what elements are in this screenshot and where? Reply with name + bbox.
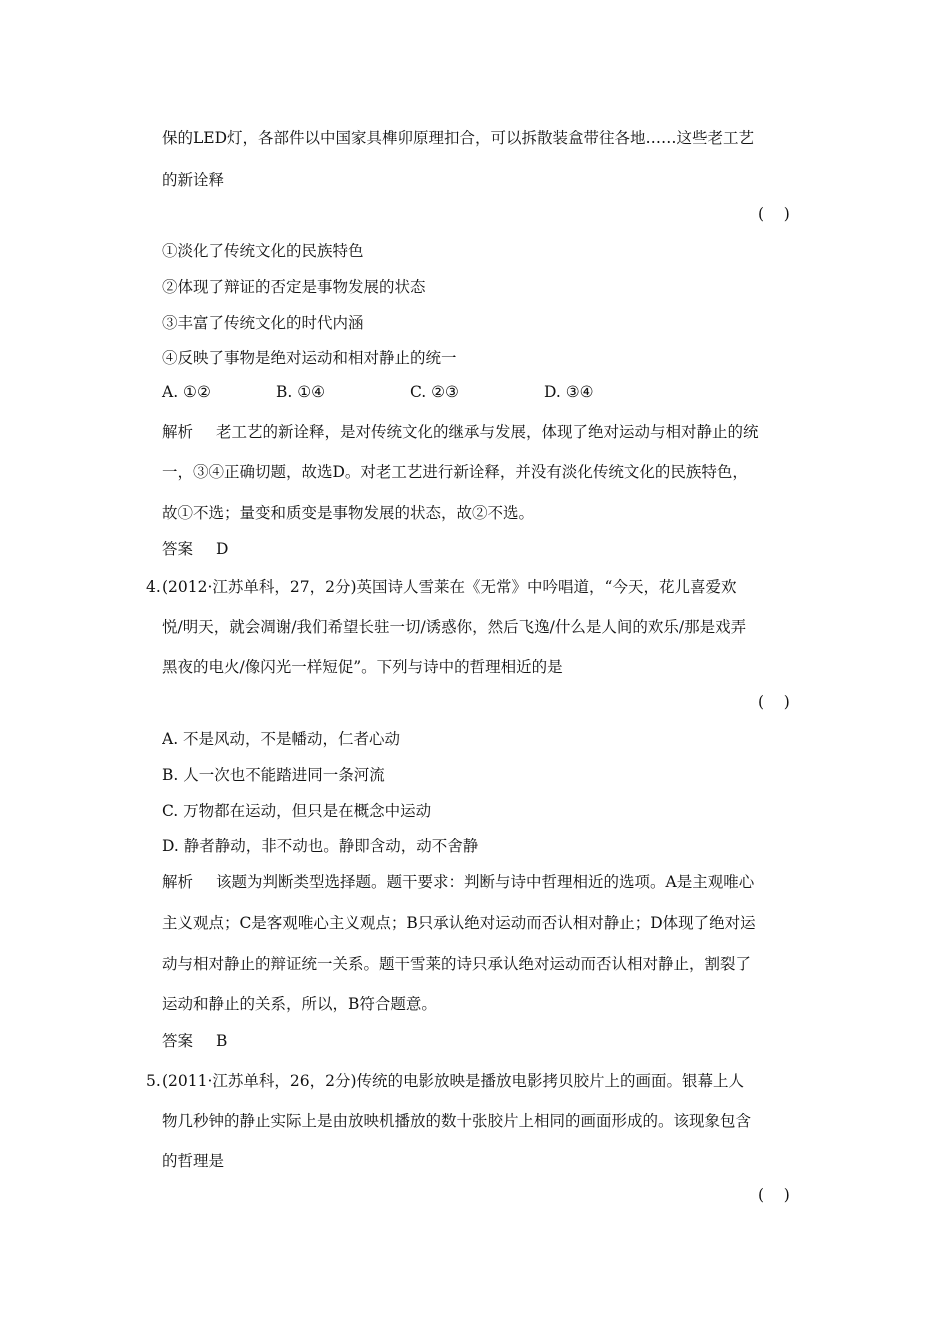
q3-answer-value: D (216, 540, 229, 558)
q3-analysis-line (162, 422, 812, 442)
q3-stem-line: 的新诠释 (162, 171, 225, 189)
q3-analysis-text: 老工艺的新诠释，是对传统文化的继承与发展，体现了绝对运动与相对静止的统 (216, 423, 759, 441)
q5-stem-line: 的哲理是 (162, 1152, 225, 1170)
q4-stem-line: 黑夜的电火/像闪光一样短促”。下列与诗中的哲理相近的是 (162, 658, 563, 676)
q4-analysis-label: 解析 (162, 873, 194, 891)
q3-statement: ④反映了事物是绝对运动和相对静止的统一 (162, 349, 457, 367)
q3-analysis-line: 故①不选；量变和质变是事物发展的状态，故②不选。 (162, 504, 535, 522)
q4-analysis-text: 该题为判断类型选择题。题干要求：判断与诗中哲理相近的选项。A是主观唯心 (216, 873, 755, 891)
q3-option-d: D. ③④ (544, 383, 594, 401)
q4-answer-label: 答案 (162, 1032, 194, 1050)
q4-stem-line: 悦/明天，就会凋谢/我们希望长驻一切/诱惑你，然后飞逸/什么是人间的欢乐/那是戏弄 (162, 618, 747, 636)
q4-analysis-line: 动与相对静止的辩证统一关系。题干雪莱的诗只承认绝对运动而否认相对静止，割裂了 (162, 955, 752, 973)
q4-option-a: A. 不是风动，不是幡动，仁者心动 (162, 730, 401, 748)
q3-statement: ②体现了辩证的否定是事物发展的状态 (162, 278, 426, 296)
q4-option-d: D. 静者静动，非不动也。静即含动，动不舍静 (162, 837, 479, 855)
q3-options-row (162, 382, 682, 402)
q5-stem-line: 物几秒钟的静止实际上是由放映机播放的数十张胶片上相同的画面形成的。该现象包含 (162, 1112, 752, 1130)
q3-statement: ③丰富了传统文化的时代内涵 (162, 314, 364, 332)
q3-answer-label: 答案 (162, 540, 194, 558)
q4-answer-value: B (216, 1032, 228, 1050)
q5-number: 5. (146, 1072, 161, 1090)
q4-analysis-line: 运动和静止的关系，所以，B符合题意。 (162, 995, 437, 1013)
q3-stem-line: 保的LED灯，各部件以中国家具榫卯原理扣合，可以拆散装盒带往各地……这些老工艺 (162, 129, 755, 147)
q4-number: 4. (146, 578, 161, 596)
q4-stem-line: (2012·江苏单科，27，2分)英国诗人雪莱在《无常》中吟唱道，“今天，花儿喜爱欢 (162, 578, 737, 596)
q3-option-c: C. ②③ (410, 383, 459, 401)
q3-answer-paren: ( ) (758, 205, 790, 223)
q3-analysis-line: 一，③④正确切题，故选D。对老工艺进行新诠释，并没有淡化传统文化的民族特色， (162, 463, 748, 481)
q3-option-a: A. ①② (162, 383, 211, 401)
q4-answer-line (162, 1031, 812, 1051)
q5-answer-paren: ( ) (758, 1186, 790, 1204)
q5-stem-line: (2011·江苏单科，26，2分)传统的电影放映是播放电影拷贝胶片上的画面。银幕上人 (162, 1072, 745, 1090)
q4-option-c: C. 万物都在运动，但只是在概念中运动 (162, 802, 432, 820)
q3-option-b: B. ①④ (276, 383, 326, 401)
q4-analysis-line: 主义观点；C是客观唯心主义观点；B只承认绝对运动而否认相对静止；D体现了绝对运 (162, 914, 756, 932)
q3-analysis-label: 解析 (162, 423, 194, 441)
q4-option-b: B. 人一次也不能踏进同一条河流 (162, 766, 385, 784)
q4-analysis-line (162, 872, 812, 892)
q4-answer-paren: ( ) (758, 693, 790, 711)
q3-statement: ①淡化了传统文化的民族特色 (162, 242, 364, 260)
q3-answer-line (162, 539, 812, 559)
